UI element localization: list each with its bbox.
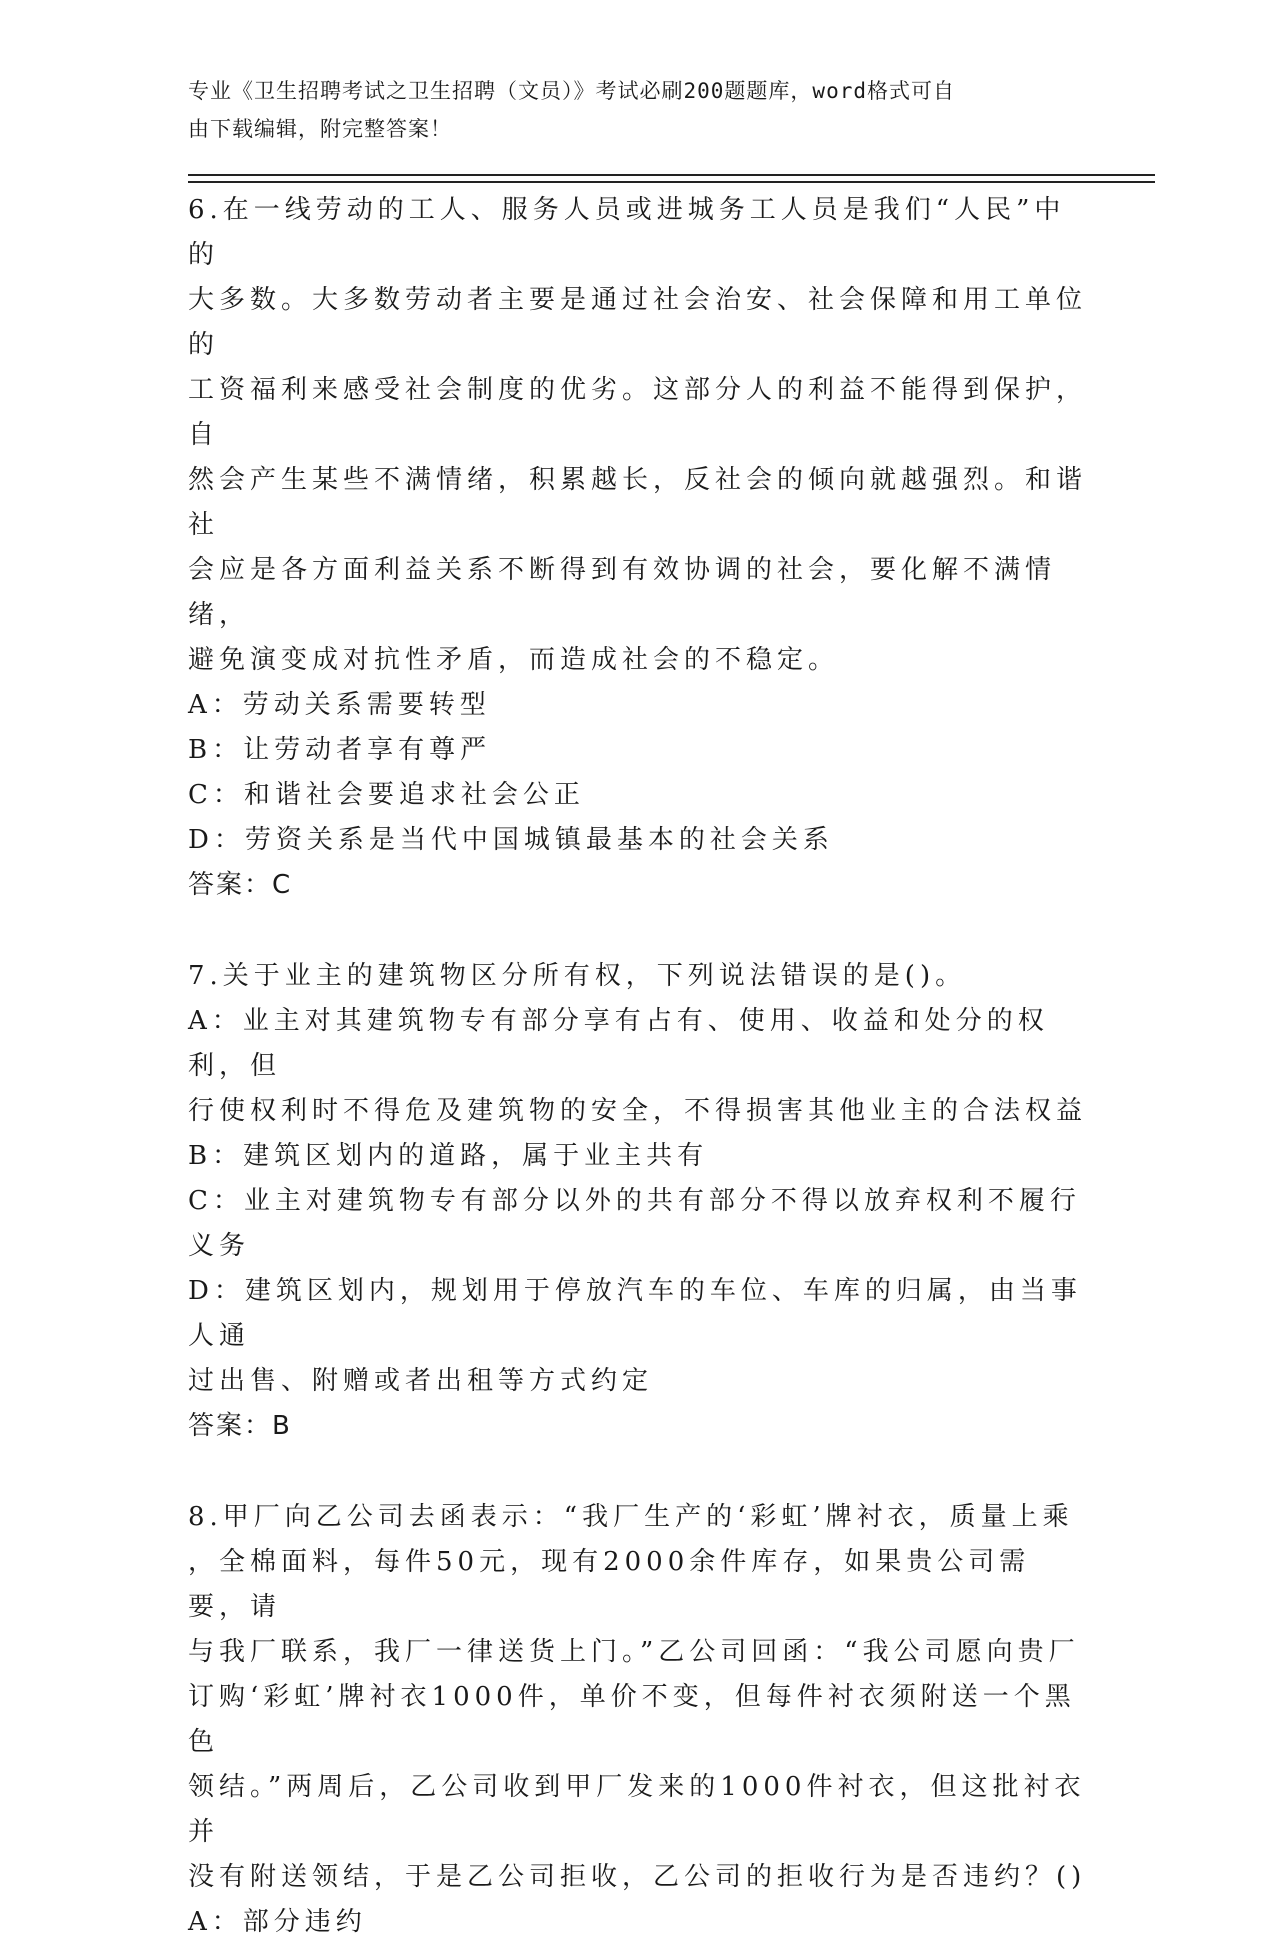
header-line-2: 由下载编辑，附完整答案！ bbox=[188, 117, 452, 141]
question-spacer bbox=[188, 1449, 1088, 1495]
question-spacer bbox=[188, 908, 1088, 954]
option-a-continued: 行使权利时不得危及建筑物的安全，不得损害其他业主的合法权益 bbox=[188, 1096, 1088, 1126]
option-d-continued: 过出售、附赠或者出租等方式约定 bbox=[188, 1366, 654, 1396]
question-stem-line: 8.甲厂向乙公司去函表示：“我厂生产的‘彩虹’牌衬衣，质量上乘 bbox=[188, 1502, 1074, 1532]
option-a: A：业主对其建筑物专有部分享有占有、使用、收益和处分的权利，但 bbox=[188, 1006, 1049, 1081]
header-divider-top bbox=[188, 174, 1155, 176]
question-stem-line: 订购‘彩虹’牌衬衣1000件，单价不变，但每件衬衣须附送一个黑色 bbox=[188, 1682, 1076, 1757]
answer-label: 答案：B bbox=[188, 1411, 292, 1441]
question-7 bbox=[188, 954, 1088, 1449]
option-d: D：建筑区划内，规划用于停放汽车的车位、车库的归属，由当事人通 bbox=[188, 1276, 1082, 1351]
header-divider-bottom bbox=[188, 181, 1155, 183]
question-stem-line: 与我厂联系，我厂一律送货上门。”乙公司回函：“我公司愿向贵厂 bbox=[188, 1637, 1080, 1667]
document-header bbox=[188, 72, 1068, 148]
option-b: B：让劳动者享有尊严 bbox=[188, 735, 492, 765]
question-stem-line: 6.在一线劳动的工人、服务人员或进城务工人员是我们“人民”中的 bbox=[188, 195, 1066, 270]
question-stem-line: ，全棉面料，每件50元，现有2000余件库存，如果贵公司需要，请 bbox=[188, 1547, 1031, 1622]
answer-label: 答案：C bbox=[188, 870, 293, 900]
header-line-1: 专业《卫生招聘考试之卫生招聘（文员）》考试必刷200题题库，word格式可自 bbox=[188, 79, 955, 103]
option-c: C：和谐社会要追求社会公正 bbox=[188, 780, 585, 810]
option-b: B：建筑区划内的道路，属于业主共有 bbox=[188, 1141, 709, 1171]
question-stem-line: 领结。”两周后，乙公司收到甲厂发来的1000件衬衣，但这批衬衣并 bbox=[188, 1772, 1086, 1847]
question-6 bbox=[188, 188, 1088, 908]
question-stem-line: 避免演变成对抗性矛盾，而造成社会的不稳定。 bbox=[188, 645, 840, 675]
question-stem-line: 大多数。大多数劳动者主要是通过社会治安、社会保障和用工单位的 bbox=[188, 285, 1088, 360]
option-c: C：业主对建筑物专有部分以外的共有部分不得以放弃权利不履行义务 bbox=[188, 1186, 1081, 1261]
option-a: A：劳动关系需要转型 bbox=[188, 690, 491, 720]
question-stem-line: 会应是各方面利益关系不断得到有效协调的社会，要化解不满情绪， bbox=[188, 555, 1057, 630]
option-d: D：劳资关系是当代中国城镇最基本的社会关系 bbox=[188, 825, 834, 855]
question-stem-line: 然会产生某些不满情绪，积累越长，反社会的倾向就越强烈。和谐社 bbox=[188, 465, 1088, 540]
question-8 bbox=[188, 1495, 1088, 1945]
question-stem-line: 没有附送领结，于是乙公司拒收，乙公司的拒收行为是否违约？() bbox=[188, 1862, 1087, 1892]
option-a: A：部分违约 bbox=[188, 1907, 367, 1937]
question-list bbox=[188, 188, 1088, 1945]
question-stem-line: 工资福利来感受社会制度的优劣。这部分人的利益不能得到保护，自 bbox=[188, 375, 1088, 450]
question-stem-line: 7.关于业主的建筑物区分所有权，下列说法错误的是()。 bbox=[188, 961, 967, 991]
